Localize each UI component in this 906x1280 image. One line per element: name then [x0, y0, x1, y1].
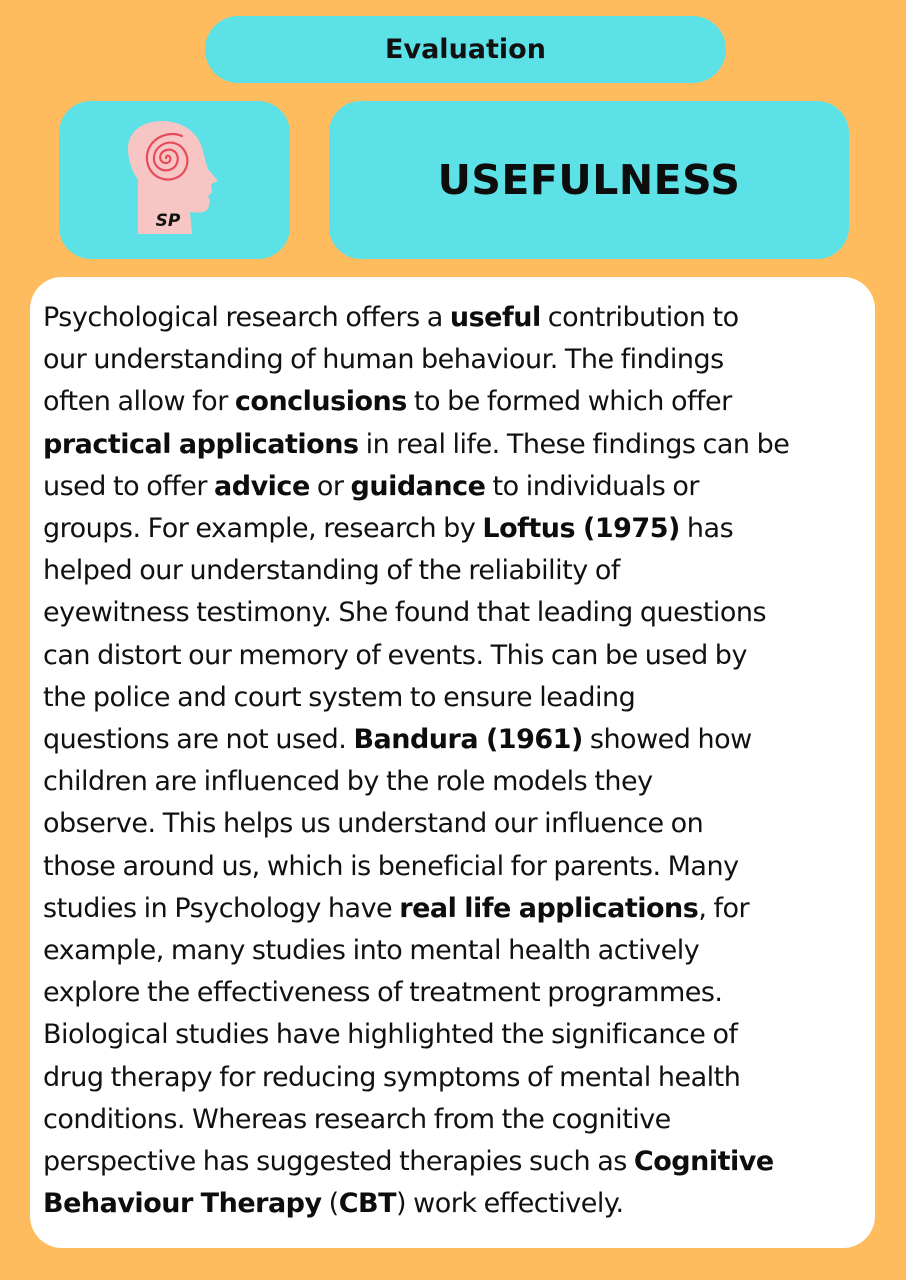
head-spiral-icon [59, 101, 290, 259]
text-run: our understanding of human behaviour. The findings [43, 344, 724, 376]
bold-term: CBT [338, 1188, 397, 1220]
text-run: contribution to [540, 302, 739, 333]
text-run: studies in Psychology have [43, 892, 400, 924]
text-run: or [309, 470, 351, 502]
text-run: Psychological research offers a [43, 302, 450, 333]
logo-initials: SP [155, 211, 181, 231]
text-run: groups. For example, research by [43, 513, 483, 545]
body-line [43, 508, 873, 550]
body-paragraph [43, 297, 873, 1225]
body-line [43, 550, 873, 592]
body-line [43, 424, 873, 466]
body-line [43, 677, 873, 719]
bold-term: Bandura (1961) [353, 724, 583, 756]
text-run: questions are not used. [43, 724, 354, 756]
text-run: Biological studies have highlighted the significance of [43, 1019, 738, 1051]
body-line [43, 1183, 873, 1225]
body-line [43, 761, 873, 803]
bold-term: Cognitive [633, 1146, 774, 1178]
text-run: used to offer [43, 470, 215, 502]
page-title: USEFULNESS [437, 156, 741, 204]
text-run: explore the effectiveness of treatment programmes. [43, 977, 723, 1009]
bold-term: real life applications [399, 892, 699, 924]
text-run: to be formed which offer [406, 386, 732, 418]
body-line [43, 635, 873, 677]
body-line [43, 1057, 873, 1099]
body-line [43, 803, 873, 845]
bold-term: Loftus (1975) [482, 513, 680, 545]
text-run: example, many studies into mental health actively [43, 935, 700, 967]
text-run: , for [698, 892, 750, 924]
body-line [43, 1014, 873, 1056]
bold-term: practical applications [43, 428, 359, 460]
bold-term: useful [449, 302, 541, 333]
text-run: showed how [582, 724, 752, 756]
body-line [43, 972, 873, 1014]
body-line [43, 466, 873, 508]
text-run: ( [321, 1188, 339, 1220]
text-run: can distort our memory of events. This can be used by [43, 639, 747, 671]
text-run: the police and court system to ensure leading [43, 681, 636, 713]
bold-term: Behaviour Therapy [43, 1188, 322, 1220]
body-line [43, 846, 873, 888]
text-run: ) work effectively. [396, 1188, 624, 1220]
text-run: children are influenced by the role models they [43, 766, 653, 798]
body-line [43, 297, 873, 339]
text-run: has [679, 513, 734, 545]
body-line [43, 930, 873, 972]
bold-term: conclusions [234, 386, 407, 418]
body-line [43, 888, 873, 930]
body-line [43, 592, 873, 634]
body-line [43, 381, 873, 423]
body-line [43, 339, 873, 381]
text-run: eyewitness testimony. She found that leading questions [43, 597, 767, 629]
evaluation-label: Evaluation [385, 34, 546, 65]
title-panel [329, 101, 849, 259]
text-run: drug therapy for reducing symptoms of mental health [43, 1061, 741, 1093]
body-line [43, 1099, 873, 1141]
text-run: often allow for [43, 386, 235, 418]
text-run: perspective has suggested therapies such as [43, 1146, 634, 1178]
text-run: those around us, which is beneficial for parents. Many [43, 850, 739, 882]
body-line [43, 1141, 873, 1183]
body-line [43, 719, 873, 761]
evaluation-header [205, 16, 726, 83]
text-run: helped our understanding of the reliability of [43, 555, 620, 587]
bold-term: advice [214, 470, 310, 502]
text-run: conditions. Whereas research from the cognitive [43, 1103, 671, 1135]
text-run: in real life. These findings can be [358, 428, 790, 460]
logo-panel [59, 101, 290, 259]
text-run: to individuals or [485, 470, 700, 502]
content-card [30, 277, 875, 1248]
bold-term: guidance [350, 470, 486, 502]
text-run: observe. This helps us understand our influence on [43, 808, 704, 840]
